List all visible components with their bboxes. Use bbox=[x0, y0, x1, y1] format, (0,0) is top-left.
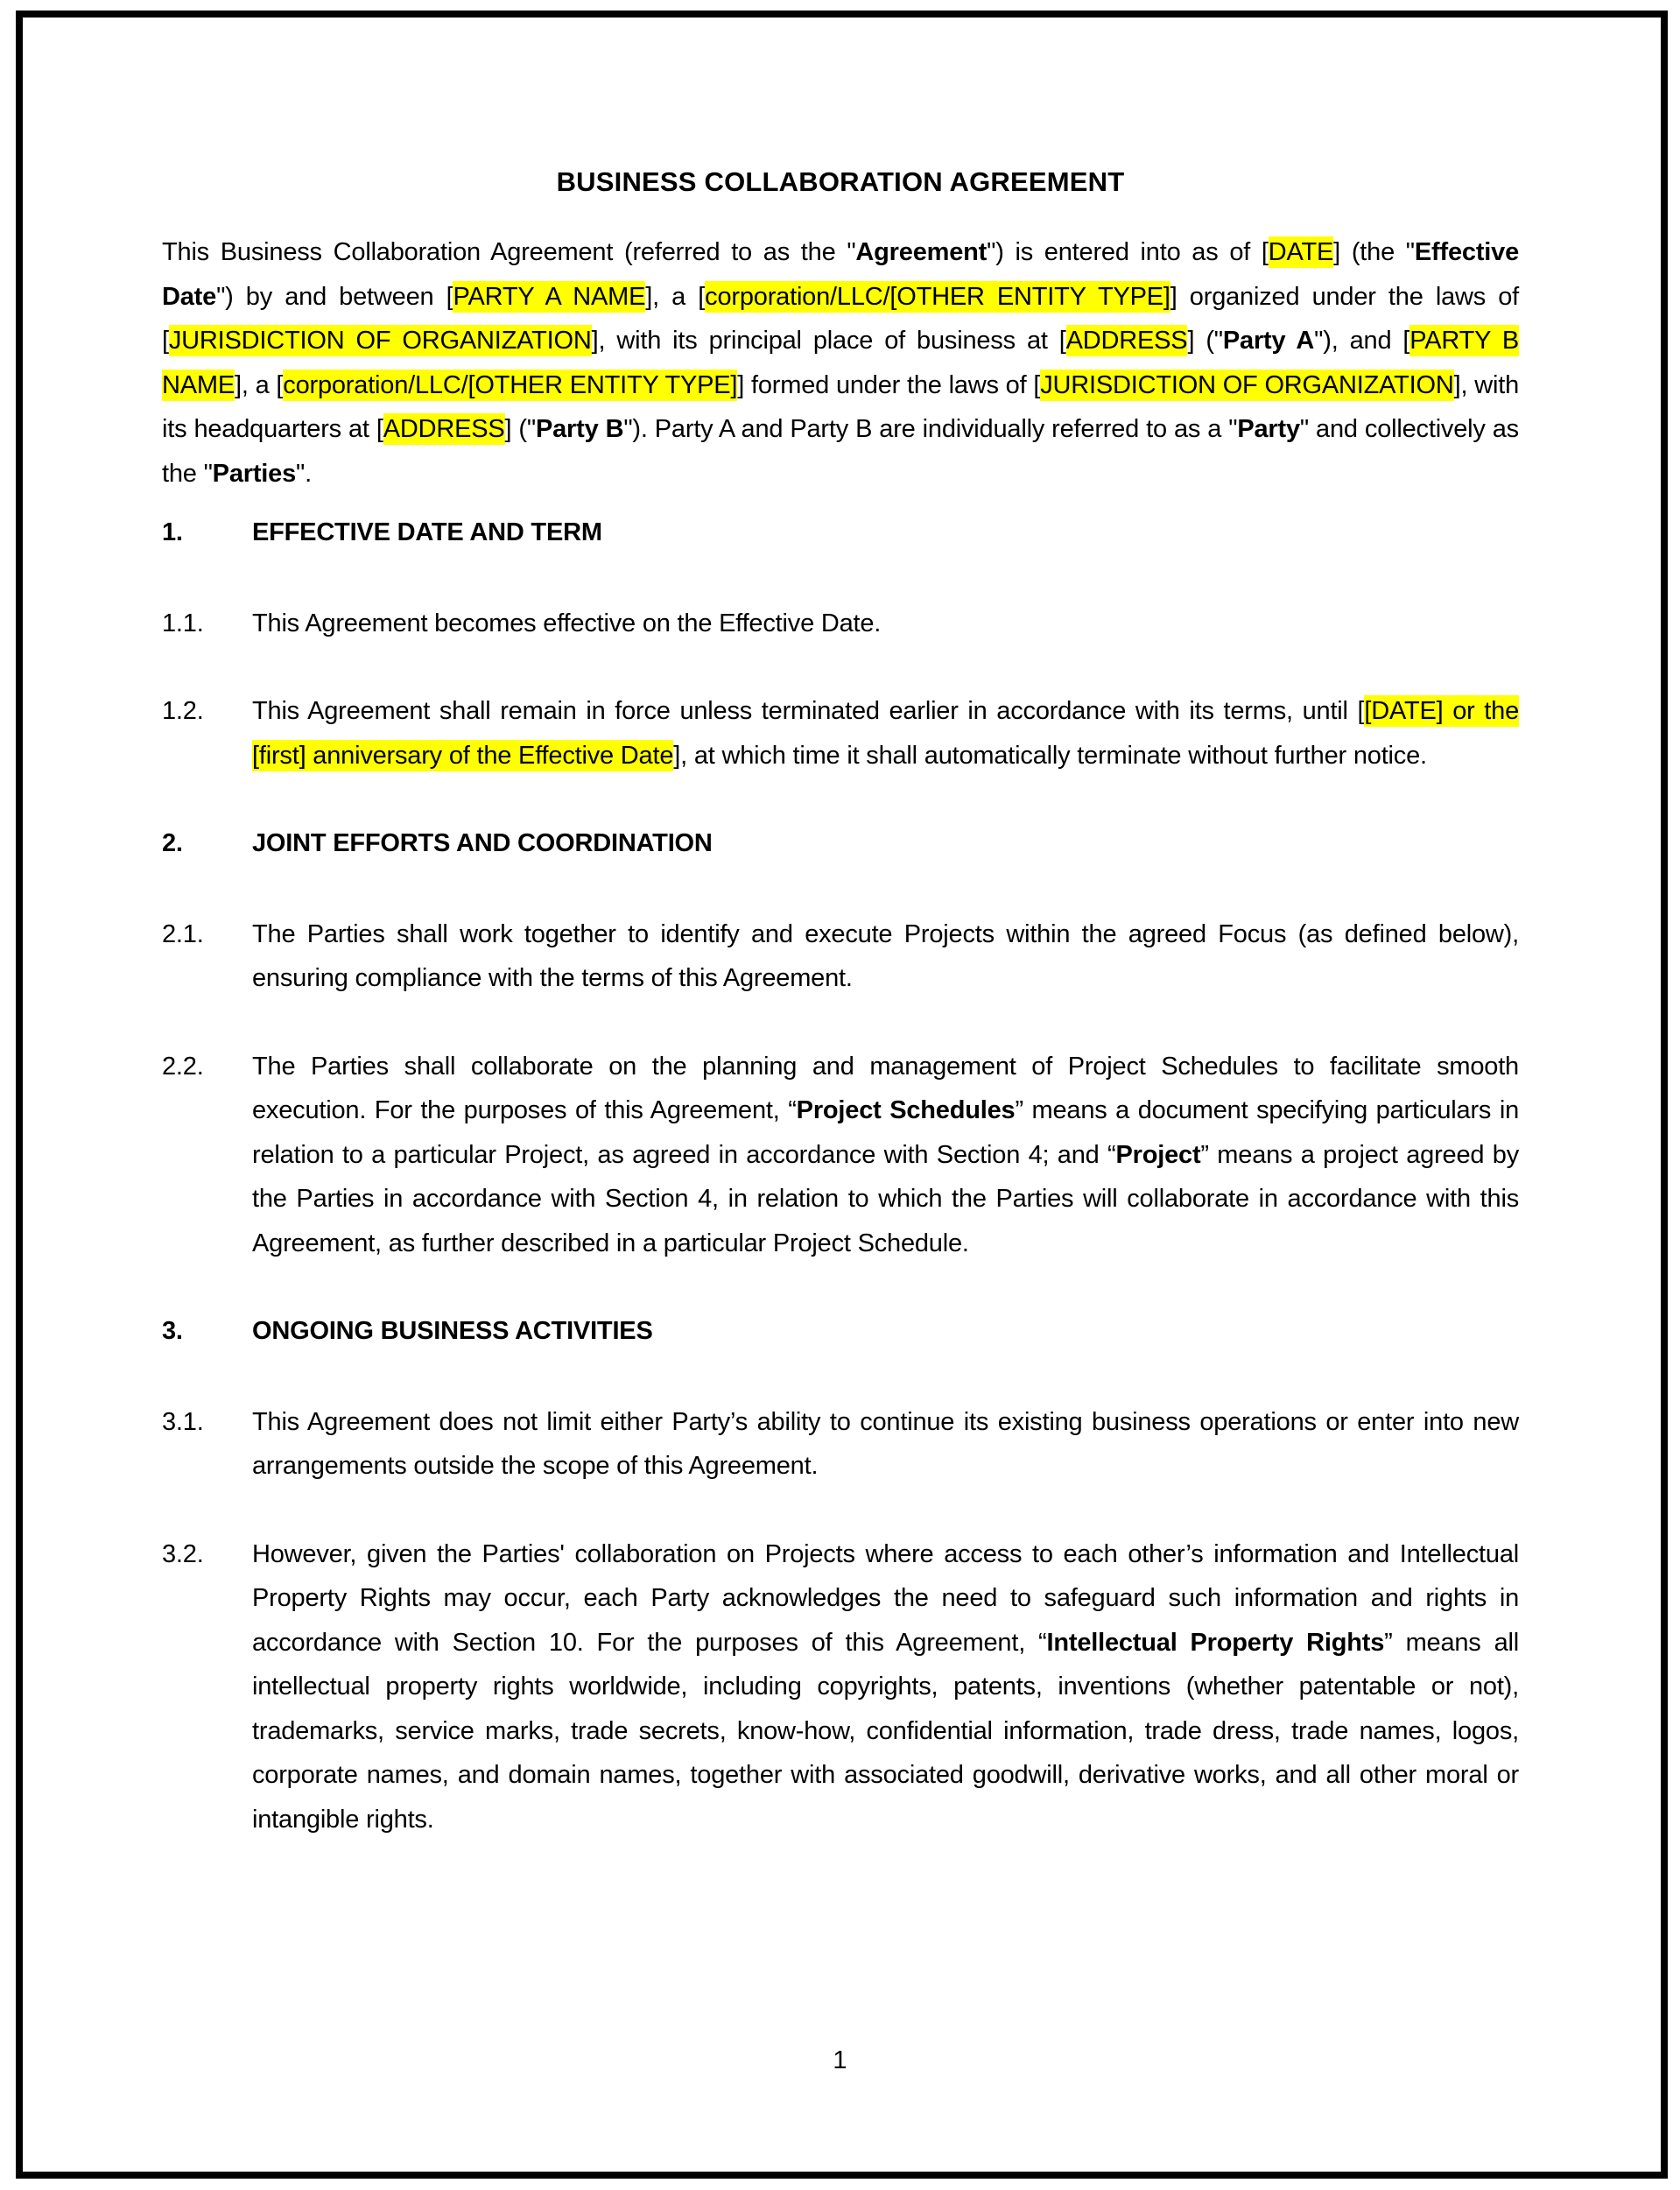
bold-term: Project Schedules bbox=[796, 1096, 1016, 1124]
section-number: 1. bbox=[162, 518, 183, 546]
section-number: 3. bbox=[162, 1317, 183, 1345]
text-run: This Agreement shall remain in force unless terminated earlier in accordance with its terms, until [ bbox=[252, 697, 1365, 725]
clause-text bbox=[252, 602, 1519, 646]
highlighted-placeholder: ADDRESS bbox=[383, 415, 505, 443]
text-run: "). Party A and Party B are individually referred to as a " bbox=[623, 415, 1238, 443]
text-run: This Agreement becomes effective on the Effective Date. bbox=[252, 609, 882, 637]
page-number: 1 bbox=[833, 2046, 847, 2074]
clause-text bbox=[252, 1045, 1519, 1266]
clause-1-2 bbox=[162, 689, 1519, 778]
text-run: ], at which time it shall automatically terminate without further notice. bbox=[673, 741, 1427, 770]
bold-term: Party bbox=[1237, 415, 1300, 443]
clause-2-2 bbox=[162, 1045, 1519, 1266]
highlighted-placeholder: PARTY A NAME bbox=[453, 282, 646, 311]
clause-3-2 bbox=[162, 1532, 1519, 1842]
highlighted-placeholder: corporation/LLC/[OTHER ENTITY TYPE] bbox=[705, 282, 1170, 311]
clause-1-1 bbox=[162, 602, 1519, 646]
text-run: ") is entered into as of [ bbox=[987, 238, 1269, 266]
highlighted-placeholder: JURISDICTION OF ORGANIZATION bbox=[168, 327, 592, 355]
clause-number: 3.1. bbox=[162, 1407, 204, 1436]
text-run: ” means a project agreed by the Parties in accordance with Section 4, in relation to which the Parties will collaborate in accordance with this Agreement, as further described in a particular Project Schedule. bbox=[252, 1140, 1519, 1257]
clause-number: 2.2. bbox=[162, 1052, 204, 1081]
section-heading-text: EFFECTIVE DATE AND TERM bbox=[252, 518, 602, 546]
text-run: ] (the " bbox=[1333, 238, 1415, 266]
clause-text bbox=[252, 1532, 1519, 1842]
text-run: "), and [ bbox=[1314, 327, 1410, 355]
text-run: ], a [ bbox=[235, 370, 284, 399]
clause-3-1 bbox=[162, 1400, 1519, 1489]
text-run: ], a [ bbox=[645, 282, 706, 311]
clause-number: 1.1. bbox=[162, 609, 204, 637]
section-heading-3 bbox=[162, 1309, 1519, 1354]
clause-2-1 bbox=[162, 912, 1519, 1001]
clause-number: 2.1. bbox=[162, 919, 204, 948]
section-heading-text: JOINT EFFORTS AND COORDINATION bbox=[252, 829, 713, 857]
text-run: This Business Collaboration Agreement (referred to as the " bbox=[162, 238, 856, 266]
text-run: This Agreement does not limit either Party’s ability to continue its existing business operations or enter into new arrangements outside the scope of this Agreement. bbox=[252, 1407, 1519, 1480]
text-run: ". bbox=[296, 459, 312, 488]
text-run: ], with its headquarters at [ bbox=[162, 370, 1520, 443]
text-run: ] (" bbox=[504, 415, 536, 443]
highlighted-placeholder: corporation/LLC/[OTHER ENTITY TYPE] bbox=[283, 370, 738, 399]
bold-term: Intellectual Property Rights bbox=[1046, 1628, 1385, 1657]
section-number: 2. bbox=[162, 829, 183, 857]
bold-term: Project bbox=[1115, 1140, 1201, 1169]
text-run: ] formed under the laws of [ bbox=[737, 370, 1041, 399]
clause-number: 3.2. bbox=[162, 1539, 204, 1568]
clause-text bbox=[252, 689, 1519, 778]
bold-term: Effective Date bbox=[162, 238, 1519, 311]
highlighted-placeholder: [DATE] or the [first] anniversary of the Effective Date bbox=[252, 697, 1520, 770]
highlighted-placeholder: ADDRESS bbox=[1065, 327, 1188, 355]
text-run: ] organized under the laws of [ bbox=[162, 282, 1520, 355]
text-run: ], with its principal place of business at [ bbox=[591, 327, 1066, 355]
bold-term: Parties bbox=[212, 459, 296, 488]
highlighted-placeholder: PARTY B NAME bbox=[162, 327, 1519, 399]
section-heading-text: ONGOING BUSINESS ACTIVITIES bbox=[252, 1317, 653, 1345]
bold-term: Party B bbox=[535, 415, 624, 443]
clause-text bbox=[252, 912, 1519, 1001]
text-run: ” means a document specifying particulars in relation to a particular Project, as agreed in accordance with Section 4; and “ bbox=[252, 1096, 1519, 1169]
section-heading-2 bbox=[162, 821, 1519, 866]
clause-text bbox=[252, 1400, 1519, 1489]
text-run: ” means all intellectual property rights worldwide, including copyrights, patents, inventions (whether patentable or not), trademarks, service marks, trade secrets, know-how, confidential information, trade dress, trade names, logos, corporate names, and domain names, together with associated goodwill, derivative works, and all other moral or intangible rights. bbox=[252, 1628, 1519, 1834]
highlighted-placeholder: JURISDICTION OF ORGANIZATION bbox=[1040, 370, 1454, 399]
text-run: However, given the Parties' collaboration on Projects where access to each other’s information and Intellectual Property Rights may occur, each Party acknowledges the need to safeguard such information and rights in accordance with Section 10. For the purposes of this Agreement, “ bbox=[252, 1539, 1519, 1657]
highlighted-placeholder: DATE bbox=[1268, 238, 1334, 266]
document-body bbox=[162, 160, 1519, 1841]
text-run: The Parties shall collaborate on the planning and management of Project Schedules to facilitate smooth execution. For the purposes of this Agreement, “ bbox=[252, 1052, 1519, 1124]
section-heading-1 bbox=[162, 511, 1519, 555]
bold-term: Agreement bbox=[855, 238, 988, 266]
text-run: ") by and between [ bbox=[216, 282, 453, 311]
clause-number: 1.2. bbox=[162, 697, 204, 725]
document-title: BUSINESS COLLABORATION AGREEMENT bbox=[556, 166, 1125, 197]
text-run: ] (" bbox=[1187, 327, 1223, 355]
bold-term: Party A bbox=[1222, 327, 1315, 355]
intro-paragraph bbox=[162, 230, 1519, 496]
text-run: " and collectively as the " bbox=[162, 415, 1519, 488]
text-run: The Parties shall work together to identify and execute Projects within the agreed Focus (as defined below), ensuring compliance with the terms of this Agreement. bbox=[252, 919, 1519, 992]
